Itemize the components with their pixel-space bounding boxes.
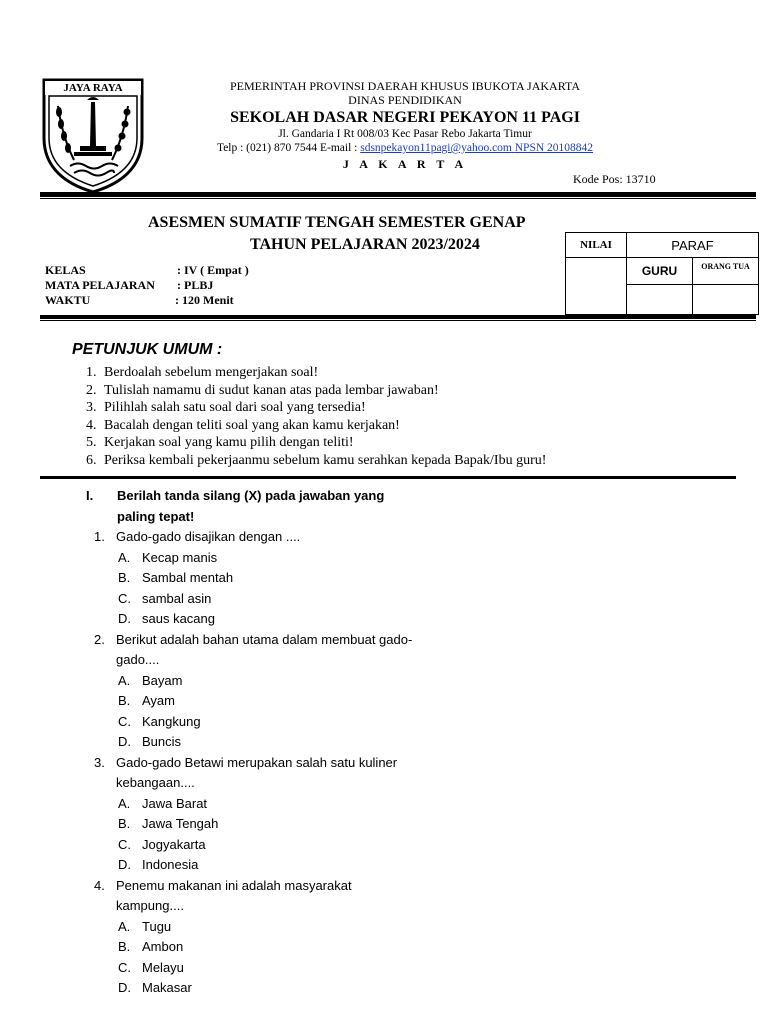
option-text: Kangkung bbox=[142, 713, 201, 729]
option-letter: D. bbox=[118, 980, 131, 995]
question-text: Gado-gado Betawi merupakan salah satu kuliner bbox=[116, 754, 398, 770]
postal-code: Kode Pos: 13710 bbox=[573, 172, 656, 186]
option-text: Melayu bbox=[142, 959, 184, 975]
option-letter: D. bbox=[118, 734, 131, 749]
header-divider bbox=[40, 192, 756, 197]
question-item bbox=[94, 527, 594, 630]
score-header-nilai: NILAI bbox=[565, 232, 627, 258]
score-table bbox=[565, 232, 759, 315]
answer-option[interactable] bbox=[118, 855, 594, 876]
option-text: Tugu bbox=[142, 918, 172, 934]
score-header-guru: GURU bbox=[626, 257, 693, 285]
school-name: SEKOLAH DASAR NEGERI PEKAYON 11 PAGI bbox=[230, 109, 580, 126]
city-name: J A K A R T A bbox=[342, 157, 468, 171]
class-label: KELAS bbox=[45, 263, 86, 277]
header-divider-thin bbox=[40, 198, 756, 199]
instruction-item: 6. Periksa kembali pekerjaanmu sebelum kamu serahkan kepada Bapak/Ibu guru! bbox=[86, 452, 547, 468]
instruction-text: Bacalah dengan teliti soal yang akan kamu kerjakan! bbox=[104, 417, 400, 433]
question-text: Gado-gado disajikan dengan .... bbox=[116, 529, 301, 544]
option-text: Indonesia bbox=[142, 857, 199, 872]
answer-option[interactable] bbox=[118, 794, 594, 815]
question-text: Penemu makanan ini adalah masyarakat bbox=[116, 877, 352, 893]
logo-text: JAYA RAYA bbox=[63, 82, 123, 94]
option-text: saus kacang bbox=[142, 611, 215, 626]
question-number: 2. bbox=[94, 631, 105, 647]
option-letter: B. bbox=[118, 570, 131, 585]
option-letter: B. bbox=[118, 939, 131, 954]
option-letter: C. bbox=[118, 836, 131, 852]
section-instruction-line: paling tepat! bbox=[117, 508, 195, 524]
school-contact bbox=[150, 142, 660, 154]
answer-option[interactable] bbox=[118, 671, 594, 692]
teacher-signature-box[interactable] bbox=[626, 284, 693, 315]
option-text: Jawa Tengah bbox=[142, 816, 219, 831]
option-text: Jawa Barat bbox=[142, 795, 208, 811]
question-text: gado.... bbox=[116, 652, 160, 667]
question-item bbox=[94, 876, 594, 999]
jaya-raya-crest-logo bbox=[40, 76, 146, 194]
instruction-item: 5. Kerjakan soal yang kamu pilih dengan teliti! bbox=[86, 435, 354, 451]
section-instruction-line: Berilah tanda silang (X) pada jawaban yang bbox=[117, 488, 385, 503]
department-header: DINAS PENDIDIKAN bbox=[348, 93, 462, 107]
time-label: WAKTU bbox=[45, 293, 91, 307]
instruction-item: 1. Berdoalah sebelum mengerjakan soal! bbox=[86, 365, 319, 380]
instruction-text: Pilihlah salah satu soal dari soal yang tersedia! bbox=[104, 400, 366, 416]
option-text: sambal asin bbox=[142, 590, 212, 606]
answer-option[interactable] bbox=[118, 917, 594, 938]
question-item bbox=[94, 753, 594, 876]
option-letter: D. bbox=[118, 857, 131, 872]
instruction-text: Berdoalah sebelum mengerjakan soal! bbox=[104, 365, 319, 380]
option-text: Makasar bbox=[142, 980, 192, 995]
question-number: 3. bbox=[94, 754, 105, 770]
answer-option[interactable] bbox=[118, 548, 594, 569]
subject-label: MATA PELAJARAN bbox=[45, 278, 155, 292]
class-value: : IV ( Empat ) bbox=[177, 263, 249, 277]
option-text: Buncis bbox=[142, 734, 182, 749]
instruction-text: Kerjakan soal yang kamu pilih dengan teliti! bbox=[104, 435, 354, 451]
npsn-number[interactable]: NPSN 20108842 bbox=[514, 142, 594, 154]
option-letter: B. bbox=[118, 816, 131, 831]
answer-option[interactable] bbox=[118, 937, 594, 958]
question-text: kebangaan.... bbox=[116, 775, 195, 790]
answer-option[interactable] bbox=[118, 958, 594, 979]
instruction-item: 4. Bacalah dengan teliti soal yang akan kamu kerjakan! bbox=[86, 417, 400, 433]
info-divider bbox=[40, 315, 756, 319]
score-header-paraf: PARAF bbox=[626, 232, 759, 258]
answer-option[interactable] bbox=[118, 691, 594, 712]
option-letter: B. bbox=[118, 693, 131, 708]
question-number: 1. bbox=[94, 529, 105, 544]
instruction-item: 3. Pilihlah salah satu soal dari soal yang tersedia! bbox=[86, 400, 366, 416]
info-divider-thin bbox=[40, 320, 756, 321]
school-address: Jl. Gandaria I Rt 008/03 Kec Pasar Rebo Jakarta Timur bbox=[278, 128, 532, 140]
option-text: Sambal mentah bbox=[142, 570, 234, 585]
instruction-text: Periksa kembali pekerjaanmu sebelum kamu serahkan kepada Bapak/Ibu guru! bbox=[104, 452, 547, 468]
option-letter: A. bbox=[118, 549, 131, 565]
question-item bbox=[94, 630, 594, 753]
answer-option[interactable] bbox=[118, 732, 594, 753]
instructions-divider bbox=[40, 476, 736, 479]
answer-option[interactable] bbox=[118, 814, 594, 835]
option-text: Ayam bbox=[142, 693, 175, 708]
option-text: Bayam bbox=[142, 672, 183, 688]
phone-text: Telp : (021) 870 7544 E-mail : bbox=[216, 142, 361, 154]
instruction-item: 2. Tulislah namamu di sudut kanan atas pada lembar jawaban! bbox=[86, 382, 439, 398]
question-list bbox=[94, 527, 594, 999]
score-value-box[interactable] bbox=[565, 257, 627, 315]
option-text: Kecap manis bbox=[142, 549, 218, 565]
option-text: Jogyakarta bbox=[142, 836, 206, 852]
score-header-orang-tua: ORANG TUA bbox=[692, 257, 759, 285]
option-letter: D. bbox=[118, 611, 131, 626]
option-letter: A. bbox=[118, 918, 131, 934]
answer-option[interactable] bbox=[118, 835, 594, 856]
option-letter: C. bbox=[118, 713, 131, 729]
section-instruction bbox=[117, 486, 384, 527]
answer-option[interactable] bbox=[118, 589, 594, 610]
instruction-text: Tulislah namamu di sudut kanan atas pada lembar jawaban! bbox=[104, 382, 439, 398]
question-number: 4. bbox=[94, 877, 105, 893]
question-text: kampung.... bbox=[116, 898, 184, 913]
answer-option[interactable] bbox=[118, 568, 594, 589]
exam-year: TAHUN PELAJARAN 2023/2024 bbox=[250, 236, 480, 253]
answer-option[interactable] bbox=[118, 609, 594, 630]
section-number: I. bbox=[86, 488, 94, 503]
option-letter: A. bbox=[118, 795, 131, 811]
parent-signature-box[interactable] bbox=[692, 284, 759, 315]
answer-option[interactable] bbox=[118, 978, 594, 999]
email-address[interactable]: sdsnpekayon11pagi@yahoo.com bbox=[360, 142, 512, 154]
time-value: : 120 Menit bbox=[175, 293, 234, 307]
instructions-list bbox=[86, 364, 736, 470]
option-text: Ambon bbox=[142, 939, 184, 954]
option-letter: C. bbox=[118, 959, 131, 975]
subject-value: : PLBJ bbox=[177, 278, 214, 292]
option-letter: A. bbox=[118, 672, 131, 688]
answer-option[interactable] bbox=[118, 712, 594, 733]
instructions-title: PETUNJUK UMUM : bbox=[72, 341, 223, 358]
exam-title: ASESMEN SUMATIF TENGAH SEMESTER GENAP bbox=[148, 214, 526, 231]
email-link[interactable] bbox=[360, 142, 593, 154]
question-text: Berikut adalah bahan utama dalam membuat gado- bbox=[116, 631, 413, 647]
government-header: PEMERINTAH PROVINSI DAERAH KHUSUS IBUKOTA JAKARTA bbox=[229, 79, 581, 93]
option-letter: C. bbox=[118, 590, 131, 606]
